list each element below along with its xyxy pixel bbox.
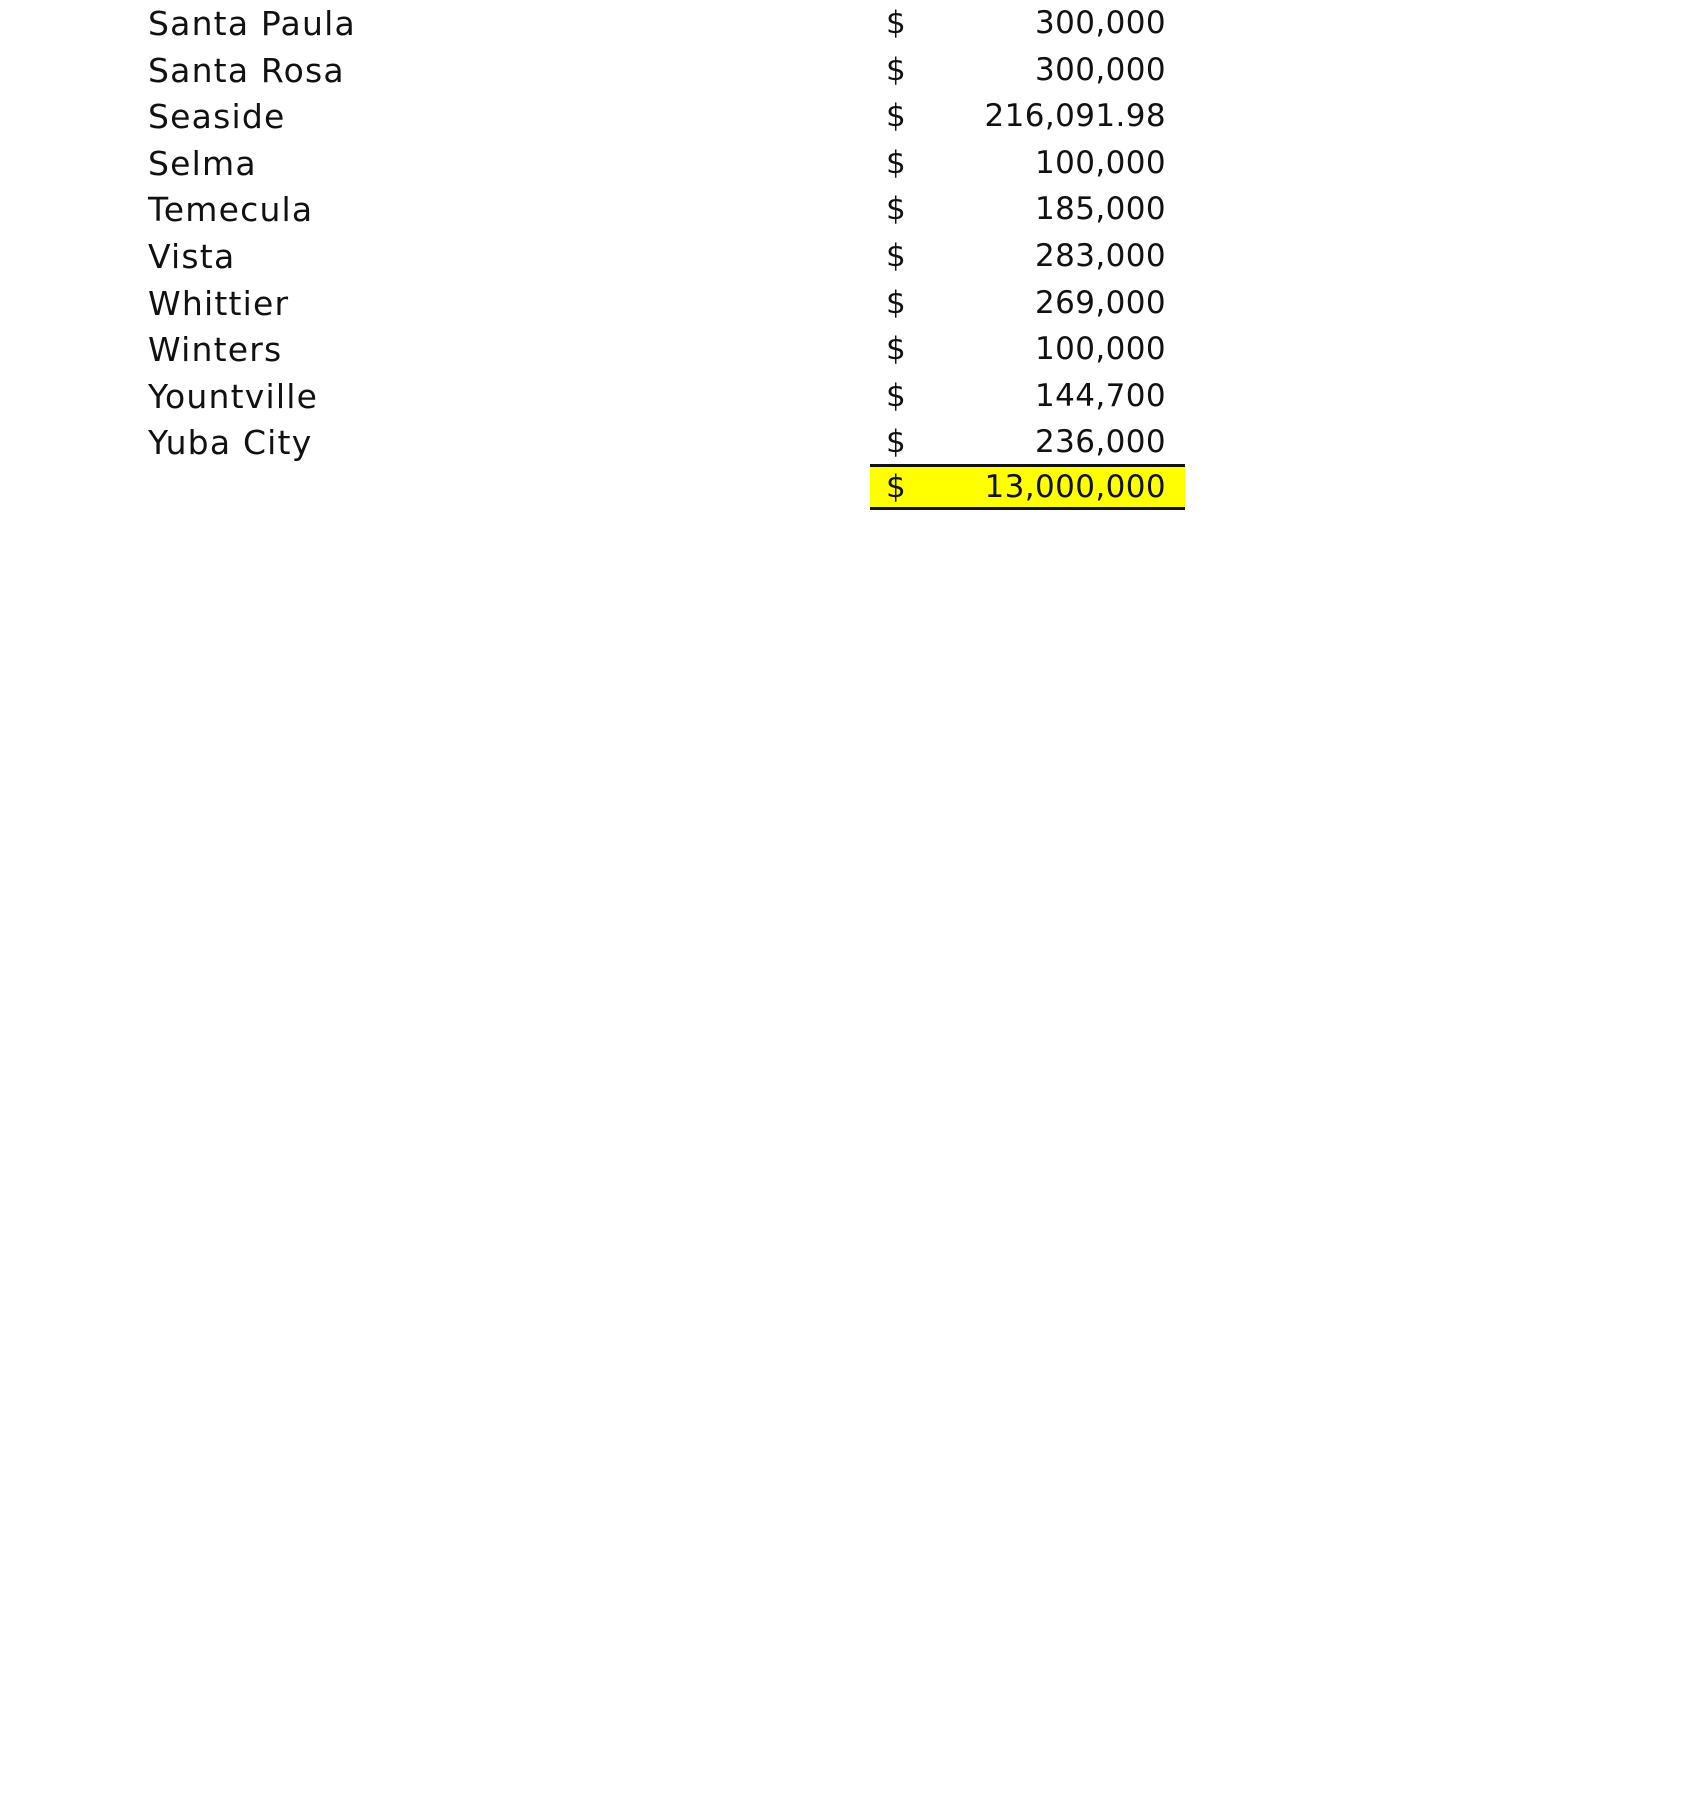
table-row bbox=[0, 233, 1701, 280]
table-row bbox=[0, 326, 1701, 373]
currency-symbol: $ bbox=[886, 144, 906, 181]
amount-value: 236,000 bbox=[1035, 424, 1166, 461]
city-name: Temecula bbox=[148, 190, 314, 230]
table-row bbox=[0, 419, 1701, 466]
city-name: Santa Paula bbox=[148, 4, 356, 43]
amount-value: 300,000 bbox=[1035, 51, 1166, 88]
city-name: Yountville bbox=[148, 376, 319, 416]
city-name: Santa Rosa bbox=[148, 50, 345, 90]
currency-symbol: $ bbox=[886, 424, 906, 461]
amount-value: 100,000 bbox=[1035, 144, 1166, 181]
city-name: Vista bbox=[148, 237, 236, 276]
amount-value: 216,091.98 bbox=[984, 98, 1166, 135]
amount-value: 144,700 bbox=[1035, 377, 1166, 414]
total-currency-symbol: $ bbox=[886, 469, 906, 505]
currency-symbol: $ bbox=[886, 377, 906, 414]
table-row bbox=[0, 280, 1701, 327]
amount-value: 100,000 bbox=[1035, 331, 1166, 368]
currency-symbol: $ bbox=[886, 5, 906, 41]
table-row bbox=[0, 47, 1701, 94]
table-row bbox=[0, 93, 1701, 140]
city-name: Whittier bbox=[148, 283, 290, 323]
currency-symbol: $ bbox=[886, 191, 906, 228]
currency-symbol: $ bbox=[886, 51, 906, 88]
amount-value: 283,000 bbox=[1035, 238, 1166, 274]
currency-symbol: $ bbox=[886, 284, 906, 321]
city-name: Yuba City bbox=[148, 423, 313, 463]
amount-value: 269,000 bbox=[1035, 284, 1166, 321]
table-row bbox=[0, 0, 1701, 47]
table-row bbox=[0, 186, 1701, 233]
currency-symbol: $ bbox=[886, 331, 906, 368]
city-name: Seaside bbox=[148, 97, 286, 137]
total-cell bbox=[870, 464, 1185, 510]
total-amount: 13,000,000 bbox=[984, 469, 1166, 505]
city-name: Selma bbox=[148, 143, 257, 183]
amount-value: 300,000 bbox=[1035, 5, 1166, 41]
currency-symbol: $ bbox=[886, 98, 906, 135]
city-name: Winters bbox=[148, 330, 283, 370]
table-row bbox=[0, 373, 1701, 420]
amount-value: 185,000 bbox=[1035, 191, 1166, 228]
currency-symbol: $ bbox=[886, 238, 906, 274]
table-row bbox=[0, 140, 1701, 187]
